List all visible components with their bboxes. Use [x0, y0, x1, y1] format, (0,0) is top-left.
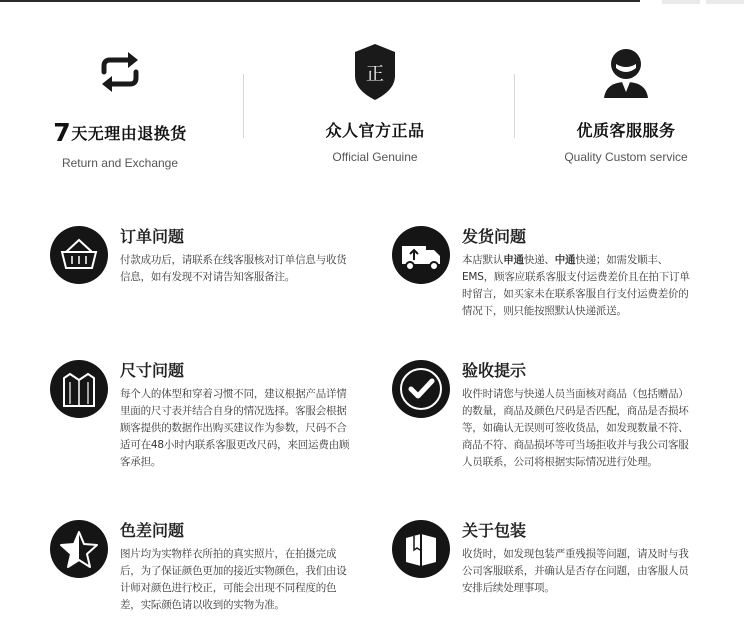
- card-title: 发货问题: [462, 227, 527, 246]
- card-title: 尺寸问题: [120, 361, 185, 380]
- courier-name: 申通: [503, 254, 524, 266]
- top-tab-2: [706, 0, 744, 4]
- card-text: 图片均为实物样衣所拍的真实照片，在拍摄完成后，为了保证颜色更加的接近实物颜色，我们由设计师对颜色进行校正，可能会出现不同程度的色差，实际颜色请以收到的实物为准。: [120, 548, 347, 611]
- package-box-icon: [392, 520, 450, 578]
- card-text: 每个人的体型和穿着习惯不同，建议根据产品详情里面的尺寸表并结合自身的情况选择。客服会根据顾客提供的数据作出购买建议作为参数，尺码不合适可在48小时内联系客服更改尺码，来回运费由顾客承担。: [120, 388, 350, 468]
- customer-service-icon: [596, 42, 656, 102]
- card-text: 付款成功后，请联系在线客服核对订单信息与收货信息，如有发现不对请告知客服备注。: [120, 254, 347, 283]
- star-icon: [50, 520, 108, 578]
- card-title: 色差问题: [120, 521, 185, 540]
- card-text: 收货时，如发现包装严重残损等问题，请及时与我公司客服联系，并确认是否存在问题，由客服人员安排后续处理事项。: [462, 548, 689, 594]
- jacket-icon: [50, 360, 108, 418]
- guarantee-subtitle: Return and Exchange: [61, 156, 179, 170]
- guarantee-title: 7天无理由退换货: [53, 118, 187, 147]
- guarantee-genuine: [259, 42, 491, 164]
- guarantee-subtitle: Official Genuine: [332, 150, 418, 164]
- top-divider: [0, 0, 640, 2]
- delivery-truck-icon: [392, 226, 450, 284]
- card-text: 收件时请您与快递人员当面核对商品（包括赠品）的数量，商品及颜色尺码是否匹配，商品是否损坏等，如确认无误则可签收货品，如发现数量不符、商品不符、商品损坏等可当场拒收并与我公司客服人员联系，公司将根据实际情况进行处理。: [462, 388, 689, 468]
- card-title: 验收提示: [462, 361, 527, 380]
- card-title: 订单问题: [120, 227, 185, 246]
- card-text: 本店默认申通快递、中通快递；如需发顺丰、EMS，顾客应联系客服支付运费差价且在拍下订单时留言，如买家未在联系客服自行支付运费差价的情况下，则只能按照默认快递派送。: [462, 254, 690, 317]
- genuine-badge-text: 正: [366, 64, 384, 85]
- card-title: 关于包装: [462, 521, 527, 540]
- guarantee-return: [4, 42, 236, 170]
- exchange-arrows-icon: [90, 42, 150, 102]
- top-tab-1: [662, 0, 700, 4]
- guarantee-title: 众人官方正品: [325, 121, 425, 140]
- guarantee-title: 优质客服服务: [576, 121, 676, 140]
- courier-name: 中通: [554, 254, 576, 266]
- vertical-divider: [243, 74, 244, 138]
- guarantee-subtitle: Quality Custom service: [564, 150, 688, 164]
- guarantee-service: [510, 42, 742, 164]
- basket-icon: [50, 226, 108, 284]
- checkmark-icon: [392, 360, 450, 418]
- genuine-shield-icon: [345, 42, 405, 102]
